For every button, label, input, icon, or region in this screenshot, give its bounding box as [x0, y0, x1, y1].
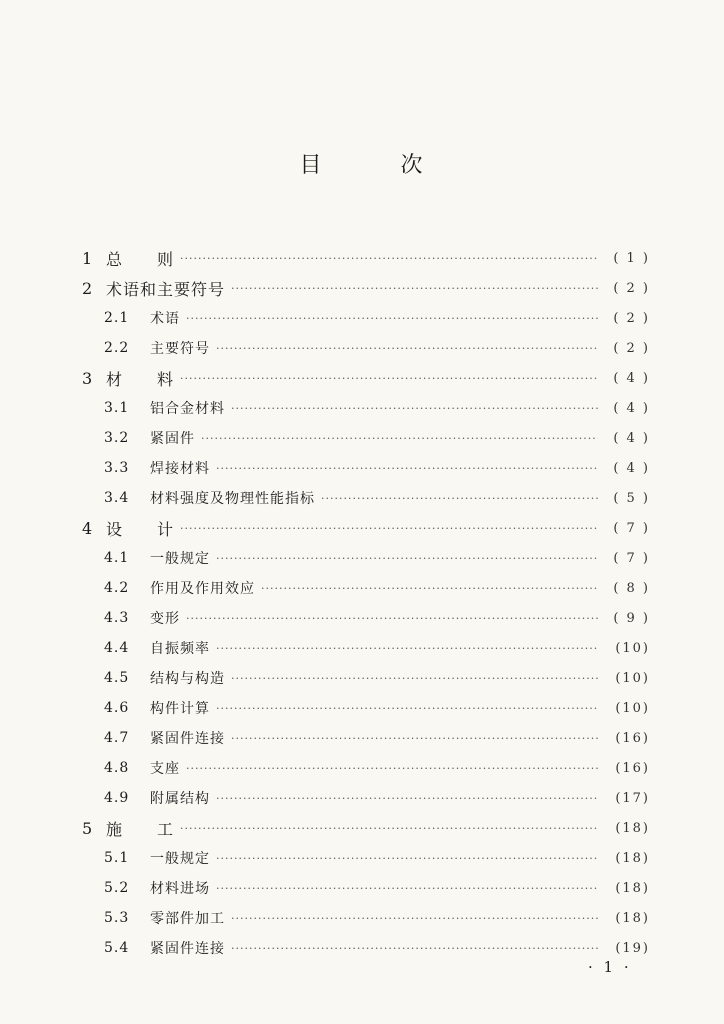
toc-entry-page: ( 4 ): [613, 430, 650, 446]
toc-entry-number: 3.2: [104, 430, 130, 446]
toc-entry-4-1[interactable]: [82, 543, 650, 573]
toc-entry-page: ( 8 ): [613, 580, 650, 596]
toc-entry-page: ( 9 ): [613, 610, 650, 626]
toc-entry-4-6[interactable]: [82, 693, 650, 723]
toc-entry-label: 结构与构造: [150, 671, 225, 687]
toc-entry-number: 4.1: [104, 550, 130, 566]
toc-entry-label: 支座: [150, 761, 180, 777]
toc-entry-number: 4.8: [104, 760, 130, 776]
toc-entry-label: 铝合金材料: [150, 401, 225, 417]
toc-entry-3-1[interactable]: [82, 393, 650, 423]
toc-entry-number: 1: [82, 248, 93, 268]
toc-entry-5-2[interactable]: [82, 873, 650, 903]
toc-entry-number: 4.4: [104, 640, 130, 656]
toc-entry-number: 3.4: [104, 490, 130, 506]
dot-leader: [216, 882, 598, 895]
toc-entry-number: 5: [82, 818, 93, 838]
toc-entry-label: 材 料: [106, 369, 175, 389]
toc-entry-page: (18): [615, 910, 650, 926]
toc-entry-number: 5.4: [104, 940, 130, 956]
toc-entry-5-1[interactable]: [82, 843, 650, 873]
dot-leader: [261, 582, 598, 595]
toc-entry-5[interactable]: [82, 813, 650, 843]
dot-leader: [216, 462, 598, 475]
toc-entry-3-2[interactable]: [82, 423, 650, 453]
toc-entry-label: 材料进场: [150, 881, 210, 897]
toc-entry-page: (19): [615, 940, 650, 956]
dot-leader: [231, 672, 598, 685]
toc-entry-number: 3.3: [104, 460, 130, 476]
page-number: · 1 ·: [588, 958, 632, 976]
toc-entry-label: 紧固件连接: [150, 731, 225, 747]
toc-entry-number: 4.9: [104, 790, 130, 806]
dot-leader: [321, 492, 598, 505]
toc-entry-label: 设 计: [106, 519, 175, 539]
toc-entry-label: 一般规定: [150, 551, 210, 567]
title-left-char: 目: [299, 153, 324, 178]
toc-entry-label: 紧固件: [150, 431, 195, 447]
toc-entry-page: ( 2 ): [613, 310, 650, 326]
toc-entry-page: (18): [615, 820, 650, 836]
table-of-contents: [82, 243, 650, 963]
dot-leader: [216, 342, 598, 355]
dot-leader: [186, 312, 598, 325]
toc-entry-number: 3.1: [104, 400, 130, 416]
dot-leader: [186, 612, 598, 625]
toc-entry-page: (10): [615, 670, 650, 686]
toc-entry-label: 术语和主要符号: [106, 279, 226, 299]
dot-leader: [231, 942, 598, 955]
toc-entry-page: (10): [615, 700, 650, 716]
toc-entry-number: 4: [82, 518, 93, 538]
toc-entry-2-1[interactable]: [82, 303, 650, 333]
dot-leader: [180, 822, 598, 835]
toc-entry-label: 自振频率: [150, 641, 210, 657]
toc-entry-number: 4.3: [104, 610, 130, 626]
toc-entry-number: 4.7: [104, 730, 130, 746]
toc-entry-page: (16): [615, 730, 650, 746]
toc-entry-label: 焊接材料: [150, 461, 210, 477]
toc-entry-page: (10): [615, 640, 650, 656]
toc-entry-label: 一般规定: [150, 851, 210, 867]
dot-leader: [216, 792, 598, 805]
toc-entry-label: 主要符号: [150, 341, 210, 357]
toc-entry-number: 2.2: [104, 340, 130, 356]
toc-entry-number: 4.2: [104, 580, 130, 596]
toc-entry-3-3[interactable]: [82, 453, 650, 483]
toc-entry-label: 紧固件连接: [150, 941, 225, 957]
toc-entry-page: (16): [615, 760, 650, 776]
toc-entry-number: 5.2: [104, 880, 130, 896]
dot-leader: [201, 432, 598, 445]
toc-entry-1[interactable]: [82, 243, 650, 273]
toc-entry-number: 4.6: [104, 700, 130, 716]
toc-entry-page: ( 5 ): [613, 490, 650, 506]
toc-entry-label: 材料强度及物理性能指标: [150, 491, 315, 507]
dot-leader: [216, 852, 598, 865]
toc-entry-page: (18): [615, 880, 650, 896]
toc-entry-2[interactable]: [82, 273, 650, 303]
toc-entry-label: 作用及作用效应: [150, 581, 255, 597]
toc-entry-5-4[interactable]: [82, 933, 650, 963]
toc-entry-page: ( 1 ): [613, 250, 650, 266]
toc-entry-page: ( 4 ): [613, 370, 650, 386]
toc-entry-4-5[interactable]: [82, 663, 650, 693]
title-right-char: 次: [400, 153, 425, 178]
toc-entry-label: 零部件加工: [150, 911, 225, 927]
toc-entry-number: 5.1: [104, 850, 130, 866]
dot-leader: [231, 912, 598, 925]
dot-leader: [231, 732, 598, 745]
toc-entry-label: 总 则: [106, 249, 175, 269]
page-title: [0, 148, 724, 179]
toc-entry-page: ( 2 ): [613, 340, 650, 356]
toc-entry-label: 构件计算: [150, 701, 210, 717]
toc-entry-5-3[interactable]: [82, 903, 650, 933]
toc-entry-number: 2: [82, 278, 93, 298]
toc-entry-2-2[interactable]: [82, 333, 650, 363]
dot-leader: [180, 522, 598, 535]
toc-entry-page: (17): [615, 790, 650, 806]
dot-leader: [231, 402, 598, 415]
toc-entry-number: 3: [82, 368, 93, 388]
toc-entry-page: ( 7 ): [613, 550, 650, 566]
toc-entry-label: 附属结构: [150, 791, 210, 807]
dot-leader: [186, 762, 598, 775]
toc-entry-label: 施 工: [106, 819, 175, 839]
toc-entry-3[interactable]: [82, 363, 650, 393]
toc-entry-4[interactable]: [82, 513, 650, 543]
dot-leader: [231, 282, 598, 295]
toc-entry-number: 4.5: [104, 670, 130, 686]
toc-entry-page: ( 7 ): [613, 520, 650, 536]
dot-leader: [180, 252, 598, 265]
toc-entry-number: 2.1: [104, 310, 130, 326]
toc-entry-page: ( 4 ): [613, 460, 650, 476]
toc-entry-page: (18): [615, 850, 650, 866]
dot-leader: [216, 552, 598, 565]
toc-entry-label: 变形: [150, 611, 180, 627]
toc-entry-4-4[interactable]: [82, 633, 650, 663]
toc-entry-4-2[interactable]: [82, 573, 650, 603]
toc-entry-number: 5.3: [104, 910, 130, 926]
toc-entry-4-8[interactable]: [82, 753, 650, 783]
dot-leader: [216, 702, 598, 715]
toc-entry-4-3[interactable]: [82, 603, 650, 633]
toc-entry-page: ( 2 ): [613, 280, 650, 296]
toc-entry-3-4[interactable]: [82, 483, 650, 513]
toc-entry-4-7[interactable]: [82, 723, 650, 753]
dot-leader: [216, 642, 598, 655]
toc-entry-page: ( 4 ): [613, 400, 650, 416]
dot-leader: [180, 372, 598, 385]
toc-entry-label: 术语: [150, 311, 180, 327]
toc-entry-4-9[interactable]: [82, 783, 650, 813]
